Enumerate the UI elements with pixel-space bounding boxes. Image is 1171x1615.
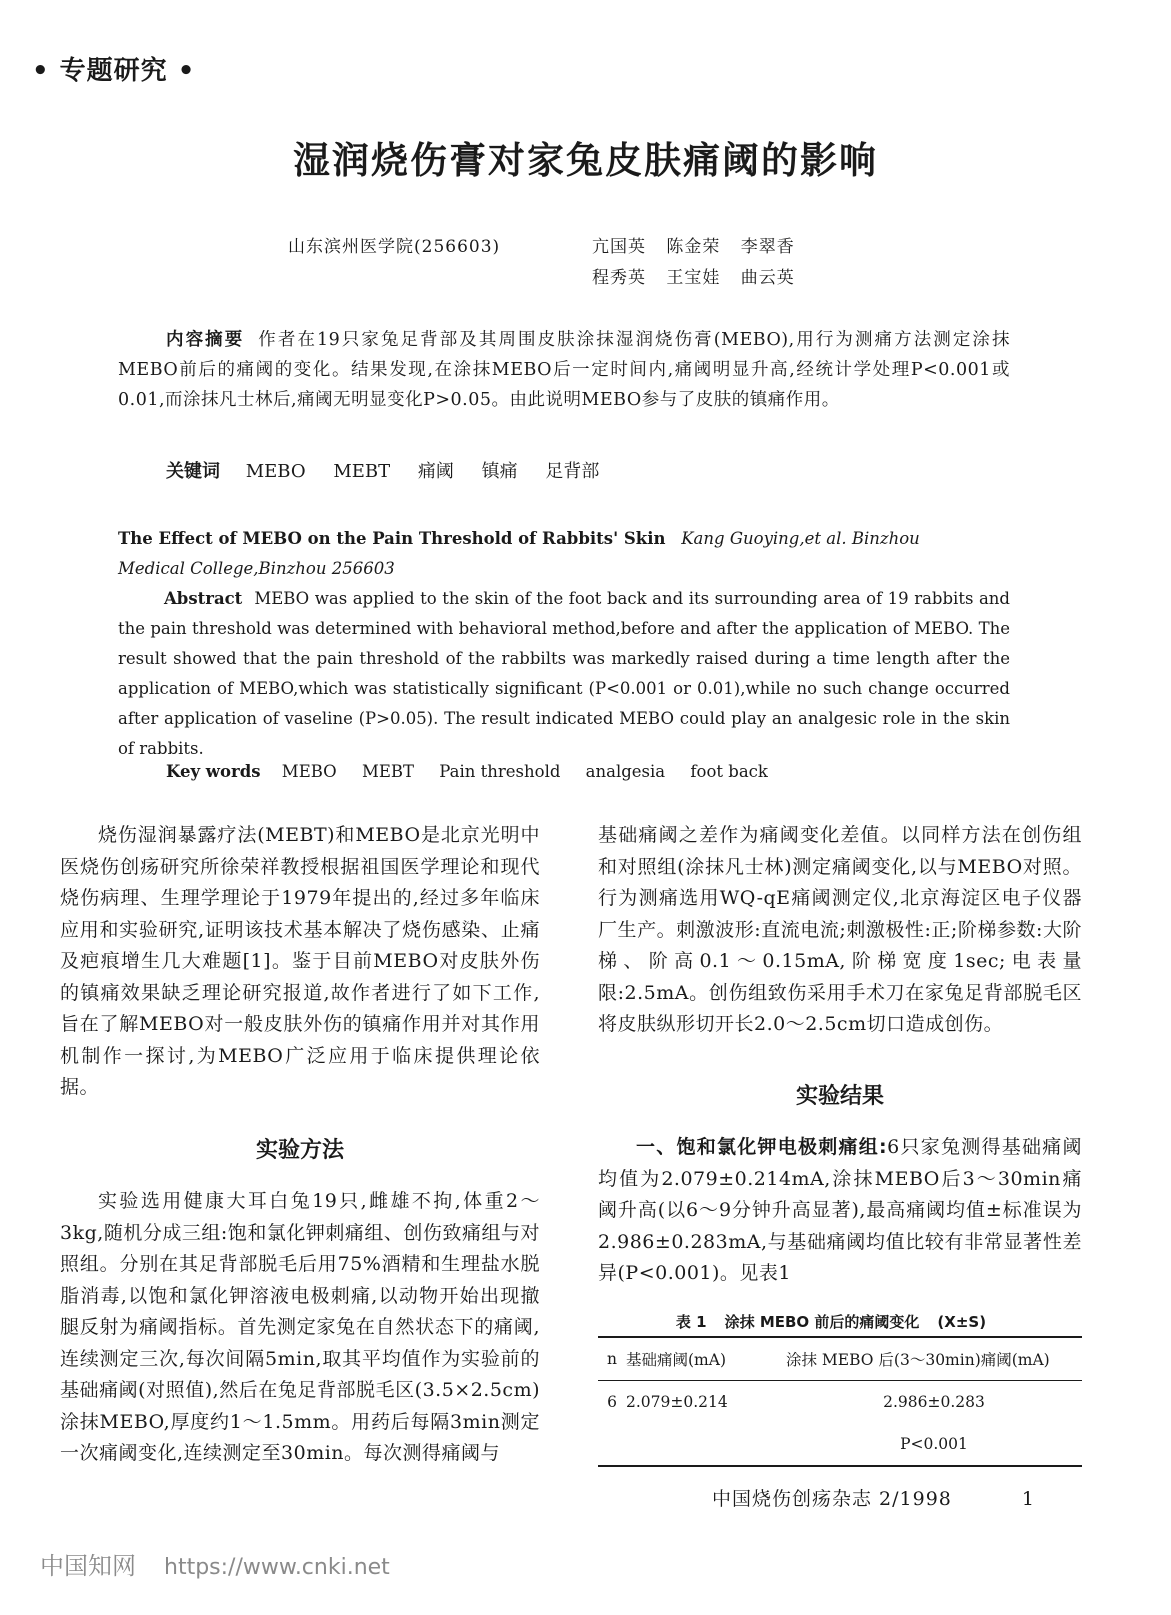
chinese-keywords-label: 关键词: [166, 461, 220, 482]
results-paragraph: [598, 1132, 1082, 1290]
keyword: MEBO: [281, 762, 337, 781]
english-abstract-text: MEBO was applied to the skin of the foot back and its surrounding area of 19 rabbits and the pain threshold was determined with behavioral method,before and after the application of MEBO. The result showed that the pain threshold of the rabbilts was markedly raised during a time length after the application of MEBO,which was statistically significant (P<0.001 or 0.01),while no such change occurred after application of vaseline (P>0.05). The result indicated MEBO could play an analgesic role in the skin of rabbits.: [118, 589, 1010, 758]
english-title-block: [118, 524, 1010, 584]
keyword: 足背部: [545, 461, 600, 482]
page-footer: [712, 1484, 1035, 1511]
authors-line-1: 亢国英 陈金荣 李翠香: [592, 237, 795, 257]
english-abstract-label: Abstract: [164, 589, 243, 608]
article-title: 湿润烧伤膏对家兔皮肤痛阈的影响: [293, 139, 878, 182]
keyword: Pain threshold: [439, 762, 561, 781]
table-p-value: P<0.001: [786, 1423, 1082, 1466]
results-heading: 实验结果: [795, 1084, 884, 1109]
authors-line-2: 程秀英 王宝娃 曲云英: [592, 268, 795, 288]
methods-heading: 实验方法: [255, 1138, 344, 1163]
results-text: 6只家兔测得基础痛阈均值为2.079±0.214mA,涂抹MEBO后3～30min痛阈升高(以6～9分钟升高显著),最高痛阈均值±标准误为2.986±0.283mA,与基础痛阈均值比较有非常显著性差异(P<0.001)。见表1: [598, 1136, 1082, 1284]
keyword: analgesia: [585, 762, 666, 781]
intro-paragraph: 烧伤湿润暴露疗法(MEBT)和MEBO是北京光明中医烧伤创疡研究所徐荣祥教授根据祖国医学理论和现代烧伤病理、生理学理论于1979年提出的,经过多年临床应用和实验研究,证明该技术基本解决了烧伤感染、止痛及疤痕增生几大难题[1]。鉴于目前MEBO对皮肤外伤的镇痛效果缺乏理论研究报道,故作者进行了如下工作,旨在了解MEBO对一般皮肤外伤的镇痛作用并对其作用机制作一探讨,为MEBO广泛应用于临床提供理论依据。: [60, 824, 540, 1098]
table-cell: 2.079±0.214: [626, 1393, 728, 1411]
results-table: [598, 1336, 1082, 1467]
methods-continued: 基础痛阈之差作为痛阈变化差值。以同样方法在创伤组和对照组(涂抹凡士林)测定痛阈变化,以与MEBO对照。行为测痛选用WQ-qE痛阈测定仪,北京海淀区电子仪器厂生产。刺激波形:直流电流;刺激极性:正;阶梯参数:大阶梯、阶高0.1～0.15mA,阶梯宽度1sec;电表量限:2.5mA。创伤组致伤采用手术刀在家兔足背部脱毛区将皮肤纵形切开长2.0～2.5cm切口造成创伤。: [598, 824, 1082, 1035]
table-header-cell: 涂抹 MEBO 后(3～30min)痛阈(mA): [786, 1337, 1082, 1381]
table-caption-stat: (X±S): [937, 1313, 987, 1331]
watermark-brand: 中国知网: [40, 1552, 136, 1580]
keyword: foot back: [690, 762, 768, 781]
table-header-cell: n: [598, 1337, 626, 1381]
affiliation: 山东滨州医学院(256603): [288, 237, 501, 257]
journal-name: 中国烧伤创疡杂志 2/1998: [712, 1488, 952, 1510]
table-cell: 2.986±0.283: [883, 1393, 985, 1411]
section-tag: • 专题研究 •: [32, 56, 196, 86]
page-number: 1: [1021, 1488, 1035, 1510]
english-title: The Effect of MEBO on the Pain Threshold of Rabbits' Skin: [118, 529, 666, 548]
table-row: [598, 1381, 1082, 1424]
chinese-abstract-label: 内容摘要: [166, 330, 245, 350]
table-caption: [598, 1311, 1082, 1332]
chinese-keywords: [166, 457, 621, 483]
methods-paragraph: 实验选用健康大耳白兔19只,雌雄不拘,体重2～3kg,随机分成三组:饱和氯化钾刺痛组、创伤致痛组与对照组。分别在其足背部脱毛后用75%酒精和生理盐水脱脂消毒,以饱和氯化钾溶液电极刺痛,以动物开始出现撤腿反射为痛阈指标。首先测定家兔在自然状态下的痛阈,连续测定三次,每次间隔5min,取其平均值作为实验前的基础痛阈(对照值),然后在兔足背部脱毛区(3.5×2.5cm)涂抹MEBO,厚度约1～1.5mm。用药后每隔3min测定一次痛阈变化,连续测定至30min。每次测得痛阈与: [60, 1190, 540, 1464]
watermark-url: https://www.cnki.net: [164, 1555, 390, 1580]
table-row: [598, 1423, 1082, 1466]
keyword: MEBO: [245, 461, 306, 482]
table-caption-number: 表 1: [675, 1313, 707, 1331]
english-affiliation: Medical College,Binzhou 256603: [118, 559, 395, 578]
table-cell: 6: [607, 1393, 617, 1411]
english-keywords-label: Key words: [166, 762, 261, 781]
english-abstract: [118, 584, 1010, 764]
table-header-cell: 基础痛阈(mA): [626, 1337, 786, 1381]
table-caption-text: 涂抹 MEBO 前后的痛阈变化: [724, 1313, 920, 1331]
results-subheading: 一、饱和氯化钾电极刺痛组:: [636, 1136, 888, 1158]
watermark: [40, 1546, 390, 1581]
english-authors: Kang Guoying,et al. Binzhou: [681, 529, 920, 548]
keyword: 镇痛: [481, 461, 518, 482]
chinese-abstract-text: 作者在19只家兔足背部及其周围皮肤涂抹湿润烧伤膏(MEBO),用行为测痛方法测定涂抹MEBO前后的痛阈的变化。结果发现,在涂抹MEBO后一定时间内,痛阈明显升高,经统计学处理P<0.001或0.01,而涂抹凡士林后,痛阈无明显变化P>0.05。由此说明MEBO参与了皮肤的镇痛作用。: [118, 330, 1010, 410]
table-header-row: [598, 1337, 1082, 1381]
chinese-abstract: [118, 325, 1010, 415]
keyword: MEBT: [333, 461, 391, 482]
keyword: MEBT: [361, 762, 415, 781]
keyword: 痛阈: [417, 461, 454, 482]
english-keywords: [166, 762, 788, 781]
